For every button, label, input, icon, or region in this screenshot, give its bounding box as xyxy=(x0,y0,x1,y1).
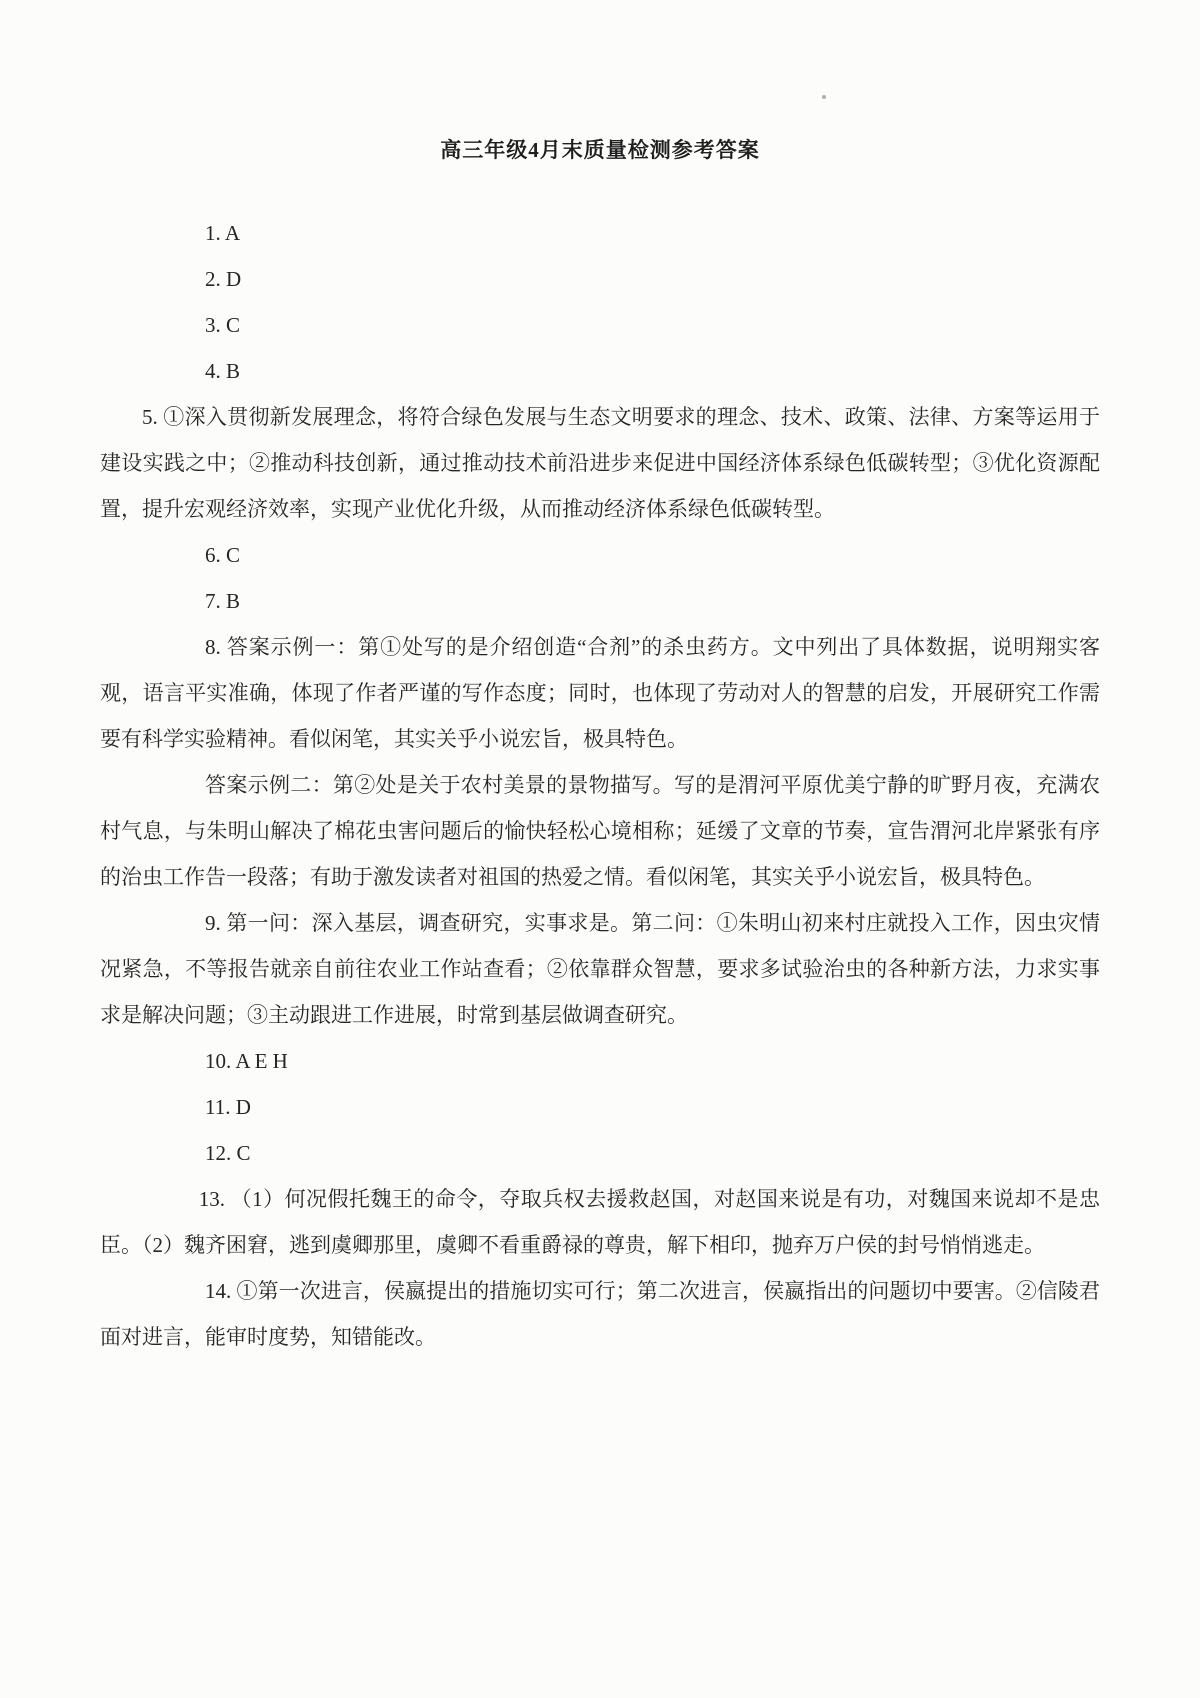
answer-paragraph: 5. ①深入贯彻新发展理念，将符合绿色发展与生态文明要求的理念、技术、政策、法律、方案等运用于建设实践之中；②推动科技创新，通过推动技术前沿进步来促进中国经济体系绿色低碳转型；③优化资源配置，提升宏观经济效率，实现产业优化升级，从而推动经济体系绿色低碳转型。 xyxy=(100,405,1100,521)
answer-paragraph: 11. D xyxy=(205,1095,251,1119)
scan-artifact-dot xyxy=(822,95,826,99)
answer-paragraph: 2. D xyxy=(205,267,242,291)
answer-paragraph: 7. B xyxy=(205,589,241,613)
answer-paragraph: 9. 第一问：深入基层，调查研究，实事求是。第二问：①朱明山初来村庄就投入工作，因虫灾情况紧急，不等报告就亲自前往农业工作站查看；②依靠群众智慧，要求多试验治虫的各种新方法，力求实事求是解决问题；③主动跟进工作进展，时常到基层做调查研究。 xyxy=(100,911,1100,1027)
answer-paragraph: 12. C xyxy=(205,1141,251,1165)
answer-paragraph: 答案示例二：第②处是关于农村美景的景物描写。写的是渭河平原优美宁静的旷野月夜，充满农村气息，与朱明山解决了棉花虫害问题后的愉快轻松心境相称；延缓了文章的节奏，宣告渭河北岸紧张有序的治虫工作告一段落；有助于激发读者对祖国的热爱之情。看似闲笔，其实关乎小说宏旨，极具特色。 xyxy=(100,773,1100,889)
answer-paragraph: 8. 答案示例一：第①处写的是介绍创造“合剂”的杀虫药方。文中列出了具体数据，说明翔实客观，语言平实准确，体现了作者严谨的写作态度；同时，也体现了劳动对人的智慧的启发，开展研究工作需要有科学实验精神。看似闲笔，其实关乎小说宏旨，极具特色。 xyxy=(100,635,1100,751)
answer-paragraph: 6. C xyxy=(205,543,241,567)
answers-body xyxy=(100,210,1100,1360)
answer-paragraph: 4. B xyxy=(205,359,241,383)
answer-paragraph: 14. ①第一次进言，侯嬴提出的措施切实可行；第二次进言，侯嬴指出的问题切中要害。②信陵君面对进言，能审时度势，知错能改。 xyxy=(100,1279,1100,1349)
answer-paragraph: 3. C xyxy=(205,313,241,337)
answer-paragraph: 10. A E H xyxy=(205,1049,288,1073)
answer-paragraph: 1. A xyxy=(205,221,241,245)
page-title: 高三年级4月末质量检测参考答案 xyxy=(440,138,760,162)
answer-paragraph: 13. （1）何况假托魏王的命令，夺取兵权去援救赵国，对赵国来说是有功，对魏国来说却不是忠臣。（2）魏齐困窘，逃到虞卿那里，虞卿不看重爵禄的尊贵，解下相印，抛弃万户侯的封号悄悄逃走。 xyxy=(100,1187,1100,1257)
